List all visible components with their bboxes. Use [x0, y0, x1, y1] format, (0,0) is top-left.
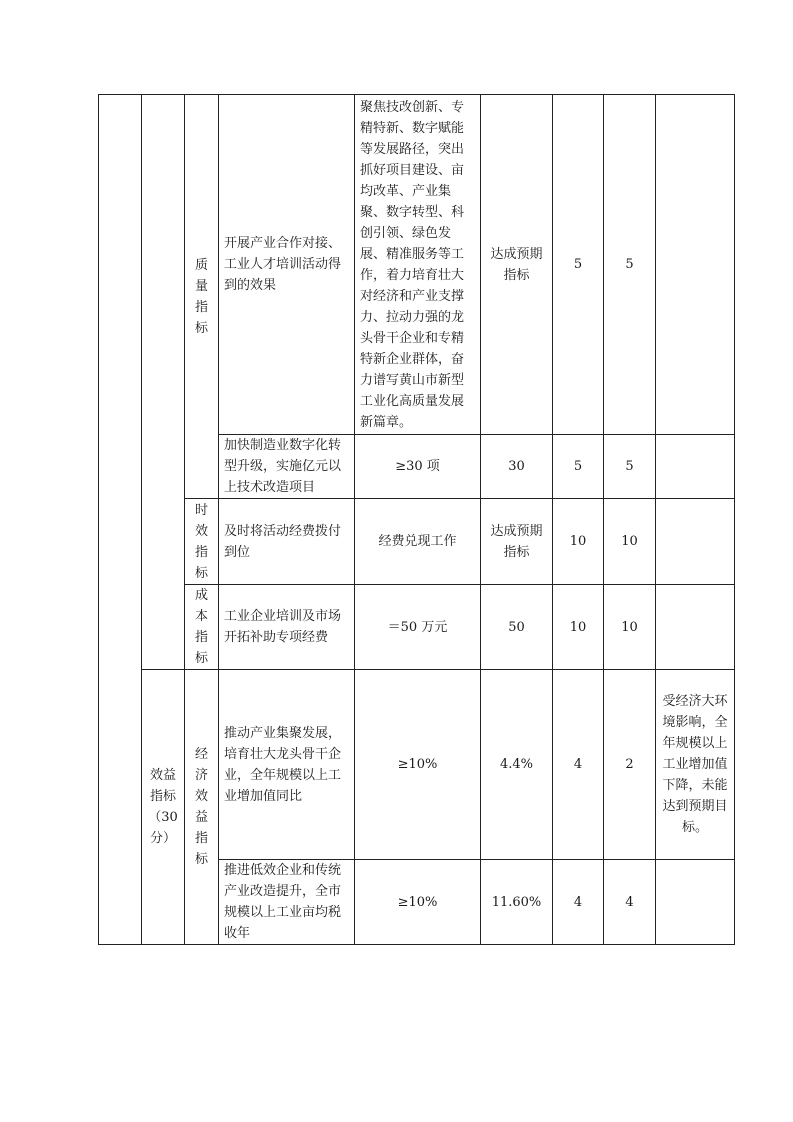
remark-cell [656, 860, 735, 945]
remark-cell: 受经济大环境影响，全年规模以上工业增加值下降，未能达到预期目标。 [656, 670, 735, 860]
actual-cell: 达成预期指标 [481, 499, 553, 585]
category-cost: 成本指标 [185, 585, 219, 670]
remark-cell [656, 95, 735, 435]
weight-cell: 10 [553, 585, 604, 670]
target-cell: ＝50 万元 [355, 585, 481, 670]
weight-cell: 5 [553, 95, 604, 435]
indicator-cell: 开展产业合作对接、工业人才培训活动得到的效果 [219, 95, 355, 435]
category-quality: 质量指标 [185, 95, 219, 499]
indicator-cell: 加快制造业数字化转型升级，实施亿元以上技术改造项目 [219, 435, 355, 499]
score-cell: 10 [604, 499, 656, 585]
table-row [99, 585, 735, 670]
target-cell: 聚焦技改创新、专精特新、数字赋能等发展路径，突出抓好项目建设、亩均改革、产业集聚、数字转型、科创引领、绿色发展、精准服务等工作，着力培育壮大对经济和产业支撑力、拉动力强的龙头骨干企业和专精特新企业群体，奋力谱写黄山市新型工业化高质量发展新篇章。 [355, 95, 481, 435]
indicator-cell: 及时将活动经费拨付到位 [219, 499, 355, 585]
table-row [99, 670, 735, 860]
table-row [99, 499, 735, 585]
target-cell: ≥10% [355, 860, 481, 945]
indicator-cell: 推进低效企业和传统产业改造提升，全市规模以上工业亩均税收年 [219, 860, 355, 945]
remark-cell [656, 435, 735, 499]
level2-category-cell [142, 95, 185, 670]
performance-indicator-table [98, 94, 735, 945]
category-timeliness: 时效指标 [185, 499, 219, 585]
indicator-cell: 推动产业集聚发展，培育壮大龙头骨干企业，全年规模以上工业增加值同比 [219, 670, 355, 860]
actual-cell: 4.4% [481, 670, 553, 860]
actual-cell: 50 [481, 585, 553, 670]
remark-cell [656, 499, 735, 585]
level1-category-cell [99, 95, 142, 945]
indicator-cell: 工业企业培训及市场开拓补助专项经费 [219, 585, 355, 670]
actual-cell: 30 [481, 435, 553, 499]
score-cell: 5 [604, 95, 656, 435]
table-row [99, 95, 735, 435]
weight-cell: 4 [553, 670, 604, 860]
weight-cell: 10 [553, 499, 604, 585]
score-cell: 10 [604, 585, 656, 670]
target-cell: ≥10% [355, 670, 481, 860]
target-cell: ≥30 项 [355, 435, 481, 499]
weight-cell: 4 [553, 860, 604, 945]
actual-cell: 达成预期指标 [481, 95, 553, 435]
remark-cell [656, 585, 735, 670]
weight-cell: 5 [553, 435, 604, 499]
category-economic: 经济效益指标 [185, 670, 219, 945]
score-cell: 5 [604, 435, 656, 499]
target-cell: 经费兑现工作 [355, 499, 481, 585]
actual-cell: 11.60% [481, 860, 553, 945]
category-benefit: 效益指标（30分） [142, 670, 185, 945]
score-cell: 2 [604, 670, 656, 860]
score-cell: 4 [604, 860, 656, 945]
